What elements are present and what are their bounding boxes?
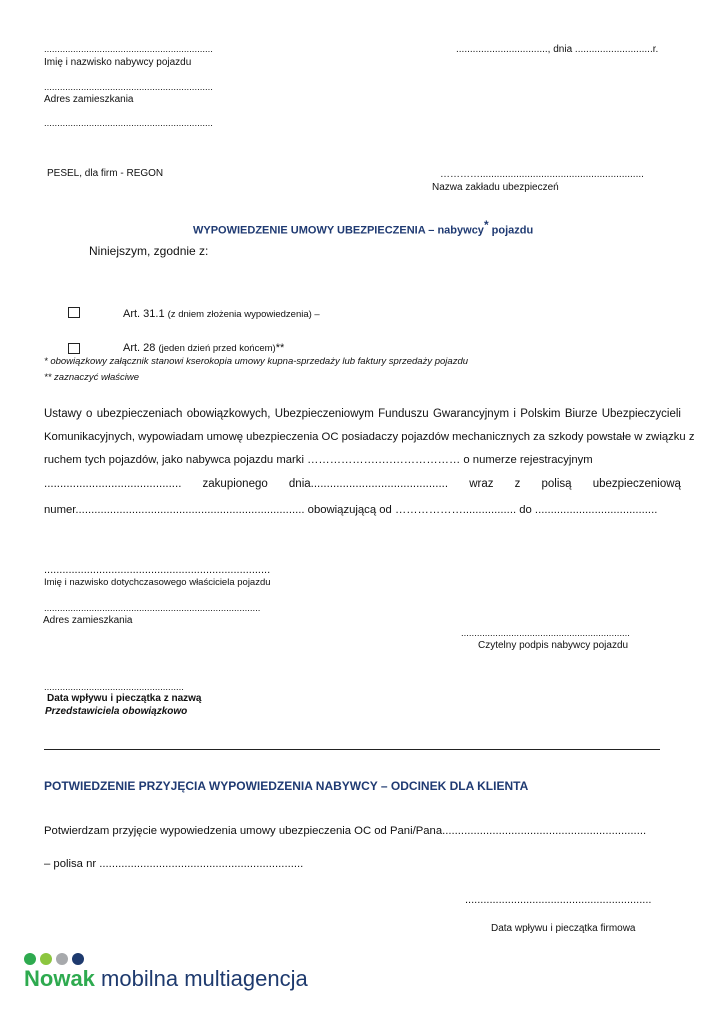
body-word: Gwarancyjnym — [432, 408, 510, 420]
logo-dot-navy — [72, 953, 84, 965]
logo-dots — [24, 953, 84, 965]
body-word: dnia........................................... — [288, 478, 449, 490]
insurer-dots: …………........................................................... — [440, 169, 644, 180]
confirmation-title: POTWIEDZENIE PRZYJĘCIA WYPOWIEDZENIA NABYWCY – ODCINEK DLA KLIENTA — [44, 779, 529, 793]
body-line-4 — [44, 478, 681, 490]
document-title-suffix: pojazdu — [488, 224, 534, 237]
logo-dot-green — [24, 953, 36, 965]
confirmation-line-2: – polisa nr ................................................................. — [44, 858, 304, 870]
body-word: ubezpieczeniach — [96, 408, 183, 420]
document-title-star: * — [483, 218, 489, 232]
logo-dot-gray — [56, 953, 68, 965]
company-logo — [24, 966, 308, 992]
insurer-label: Nazwa zakładu ubezpieczeń — [432, 182, 559, 193]
previous-owner-address-dots: .................................................................................. — [44, 603, 261, 614]
option-art-28-note: (jeden dzień przed końcem) — [158, 343, 276, 354]
address-dots-1: ................................................................ — [44, 82, 213, 93]
option-art-31 — [123, 308, 320, 320]
body-line-3: ruchem tych pojazdów, jako nabywca pojazdu marki ……………….….……………… o numerze rejestracyjnym — [44, 454, 593, 466]
body-word: wraz — [469, 478, 494, 490]
option-art-31-note: (z dniem złożenia wypowiedzenia) – — [167, 309, 320, 320]
logo-dot-lime — [40, 953, 52, 965]
buyer-name-dots: ................................................................ — [44, 44, 213, 55]
stamp-dots: ..................................................... — [44, 682, 184, 693]
body-word: Ubezpieczeniowym — [274, 408, 374, 420]
stamp-label-2: Przedstawiciela obowiązkowo — [45, 706, 188, 717]
intro-text: Niniejszym, zgodnie z: — [89, 244, 209, 258]
signature-label: Czytelny podpis nabywcy pojazdu — [478, 640, 629, 651]
logo-text-nowak: Nowak — [24, 966, 95, 991]
previous-owner-name-label: Imię i nazwisko dotychczasowego właściciela pojazdu — [44, 577, 271, 588]
confirmation-stamp-dots: ............................................................. — [465, 894, 652, 906]
document-title — [193, 218, 533, 237]
body-word: Ubezpieczycieli — [601, 408, 681, 420]
address-label: Adres zamieszkania — [44, 94, 134, 105]
footnote-1: * obowiązkowy załącznik stanowi kserokopia umowy kupna-sprzedaży lub faktury sprzedaży pojazdu — [44, 356, 469, 367]
address-dots-2: ................................................................ — [44, 118, 213, 129]
cut-line-divider — [44, 749, 660, 750]
body-line-2: Komunikacyjnych, wypowiadam umowę ubezpieczenia OC posiadaczy pojazdów mechanicznych za szkody powstałe w związku z — [44, 431, 695, 443]
body-word: zakupionego — [202, 478, 268, 490]
footnote-2: ** zaznaczyć właściwe — [44, 372, 140, 383]
stamp-label: Data wpływu i pieczątka z nazwą — [47, 693, 202, 704]
document-title-main: WYPOWIEDZENIE UMOWY UBEZPIECZENIA – nabywcy — [193, 224, 484, 237]
option-art-31-checkbox[interactable] — [68, 307, 80, 318]
pesel-label: PESEL, dla firm - REGON — [47, 168, 164, 179]
body-word: polisą — [541, 478, 572, 490]
body-word: Ustawy — [44, 408, 82, 420]
body-word: z — [514, 478, 521, 490]
body-word: Biurze — [564, 408, 598, 420]
logo-text-rest: mobilna multiagencja — [94, 966, 308, 991]
confirmation-line-1: Potwierdzam przyjęcie wypowiedzenia umowy ubezpieczenia OC od Pani/Pana................................................................. — [44, 825, 647, 837]
body-word: obowiązkowych, — [186, 408, 271, 420]
body-word: Funduszu — [378, 408, 429, 420]
option-art-28-article: Art. 28 — [123, 342, 156, 354]
body-line-1 — [44, 408, 681, 420]
option-art-28 — [123, 342, 284, 354]
confirmation-stamp-label: Data wpływu i pieczątka firmowa — [491, 923, 636, 934]
body-word: i — [513, 408, 516, 420]
option-art-28-suffix: ** — [275, 342, 285, 354]
place-date-line: ................................., dnia ............................r. — [456, 44, 659, 55]
previous-owner-name-dots: .......................................................................... — [44, 564, 271, 576]
body-word: Polskim — [520, 408, 561, 420]
option-art-31-article: Art. 31.1 — [123, 308, 165, 320]
buyer-name-label: Imię i nazwisko nabywcy pojazdu — [44, 57, 192, 68]
signature-dots: ................................................................ — [461, 628, 630, 639]
body-word: ubezpieczeniową — [592, 478, 681, 490]
previous-owner-address-label: Adres zamieszkania — [43, 615, 133, 626]
body-word: ........................................... — [44, 478, 182, 490]
option-art-28-checkbox[interactable] — [68, 343, 80, 354]
body-line-5: numer......................................................................... obowiązującą od ………………................. do ....................................... — [44, 504, 658, 516]
body-word: o — [86, 408, 93, 420]
